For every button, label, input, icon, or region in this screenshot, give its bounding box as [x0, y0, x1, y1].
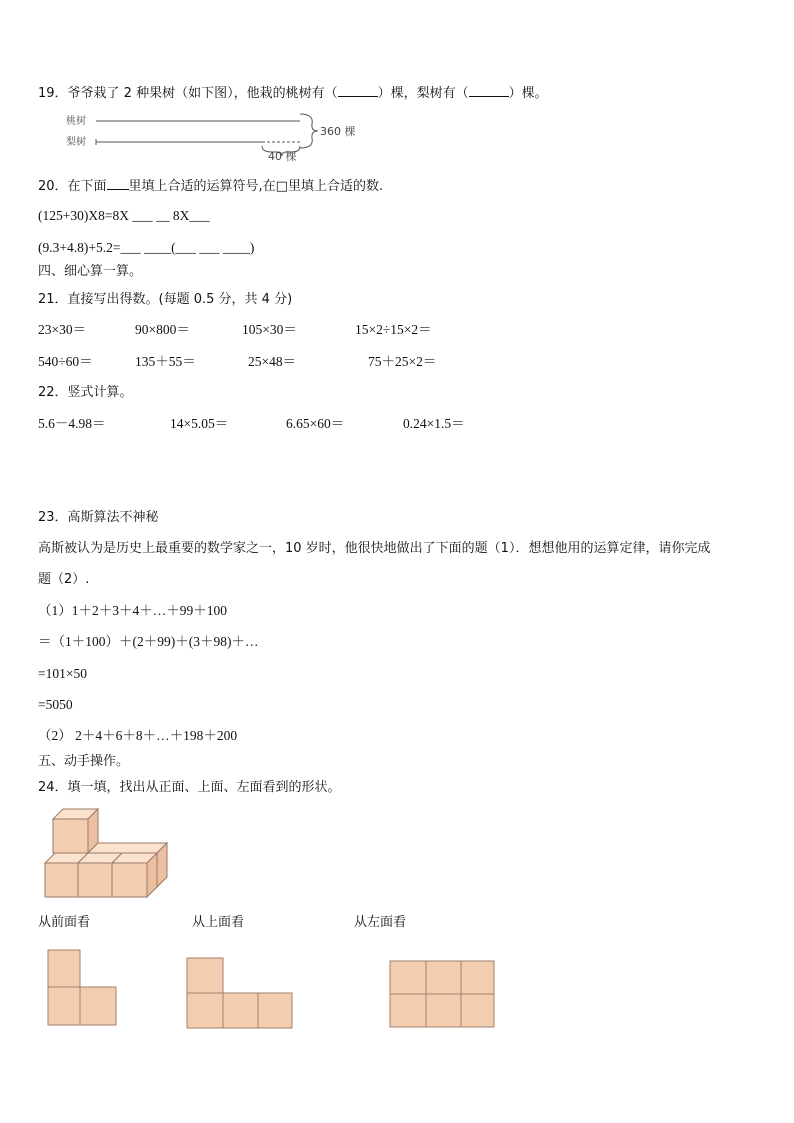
q20-line1: (125+30)X8=8X ___ __ 8X___ — [38, 208, 210, 223]
left-view-label: 从左面看 — [354, 915, 407, 930]
q19-blank-peach[interactable] — [338, 84, 378, 97]
q23-step1: （1）1＋2＋3＋4＋…＋99＋100 — [38, 603, 227, 618]
q20-line2: (9.3+4.8)+5.2=___ ____(___ ___ ____) — [38, 240, 255, 255]
pear-label: 梨树 — [66, 137, 86, 148]
q23-step4: =5050 — [38, 697, 73, 712]
q21-r2-c1: 540÷60＝ — [38, 354, 93, 369]
q22-item-1: 5.6－4.98＝ — [38, 416, 106, 431]
q22-item-3: 6.65×60＝ — [286, 416, 345, 431]
q23-title: 23．高斯算法不神秘 — [38, 510, 159, 525]
section5-heading: 五、动手操作。 — [38, 754, 130, 769]
front-view-shape — [48, 950, 128, 1030]
diff-label: 40 棵 — [268, 150, 297, 163]
q22-title: 22．竖式计算。 — [38, 385, 133, 400]
front-view-label: 从前面看 — [38, 915, 91, 930]
q23-para-line2: 题（2）. — [38, 572, 90, 587]
q21-r2-c4: 75＋25×2＝ — [368, 354, 437, 369]
q23-para-line1: 高斯被认为是历史上最重要的数学家之一，10 岁时，他很快地做出了下面的题（1）．想想他用的运算定律，请你完成 — [38, 541, 711, 556]
q23-step2: ＝（1＋100）＋(2＋99)＋(3＋98)＋… — [38, 634, 259, 649]
q21-r2-c2: 135＋55＝ — [135, 354, 196, 369]
q20-title: 20．在下面 里填上合适的运算符号,在□里填上合适的数. — [38, 179, 384, 194]
tree-bar-diagram — [0, 0, 340, 60]
q23-step3: =101×50 — [38, 666, 87, 681]
cube-stack-figure — [40, 805, 240, 905]
section4-heading: 四、细心算一算。 — [38, 264, 143, 279]
q22-item-2: 14×5.05＝ — [170, 416, 229, 431]
q21-r1-c4: 15×2÷15×2＝ — [355, 322, 432, 337]
q20-inline-blank — [107, 177, 129, 190]
q22-item-4: 0.24×1.5＝ — [403, 416, 465, 431]
total-label: 360 棵 — [320, 125, 356, 138]
q23-part2: （2） 2＋4＋6＋8＋…＋198＋200 — [38, 728, 238, 743]
q19-blank-pear[interactable] — [469, 84, 509, 97]
q19-text: 19．爷爷栽了 2 种果树（如下图），他栽的桃树有（ ）棵，梨树有（ ）棵。 — [38, 86, 548, 101]
q21-r2-c3: 25×48＝ — [248, 354, 297, 369]
q21-r1-c3: 105×30＝ — [242, 322, 297, 337]
top-view-label: 从上面看 — [192, 915, 245, 930]
peach-label: 桃树 — [66, 116, 86, 127]
q21-r1-c2: 90×800＝ — [135, 322, 190, 337]
top-view-shape — [187, 958, 307, 1038]
left-view-shape — [390, 961, 510, 1041]
q24-title: 24．填一填，找出从正面、上面、左面看到的形状。 — [38, 780, 341, 795]
q21-r1-c1: 23×30＝ — [38, 322, 87, 337]
q21-title: 21．直接写出得数。(每题 0.5 分，共 4 分) — [38, 292, 293, 307]
